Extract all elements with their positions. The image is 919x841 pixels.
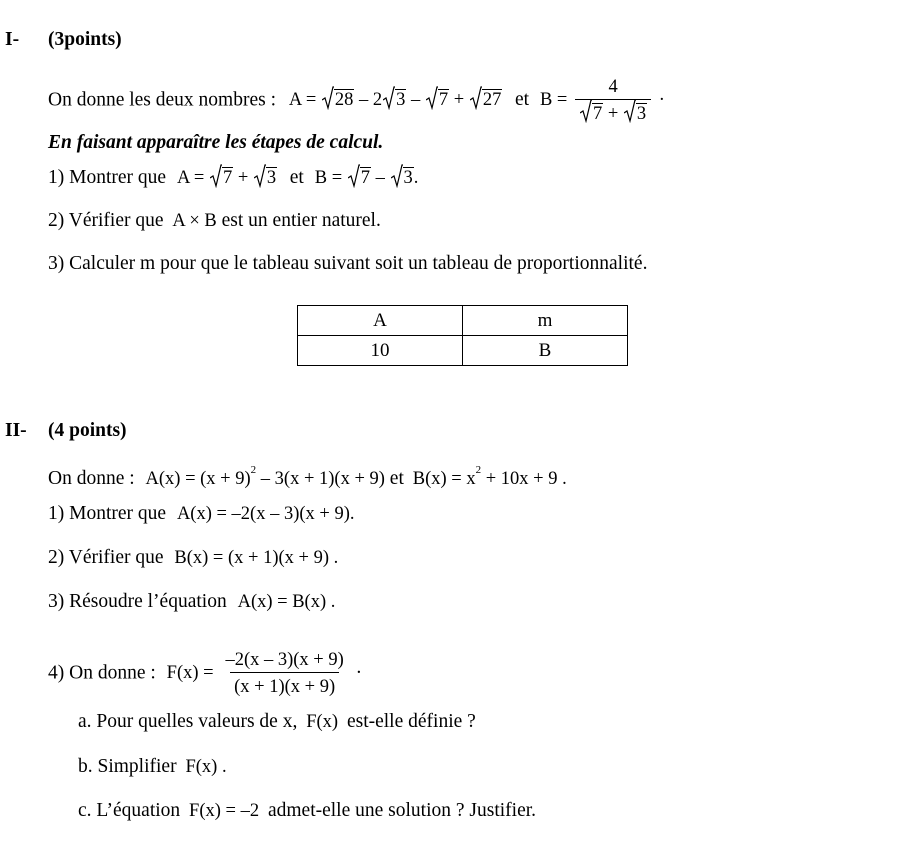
section-1-number: I- <box>5 29 20 50</box>
sqrt-7 <box>426 88 449 112</box>
math-expr: F(x) . <box>185 757 227 777</box>
radicand: 3 <box>266 168 277 188</box>
question-text: 3) Résoudre l’équation <box>48 591 227 612</box>
operator: – <box>375 168 385 188</box>
question-text: 4) On donne : <box>48 662 156 684</box>
operator: + <box>453 90 465 111</box>
exponent: 2 <box>475 464 482 476</box>
math-expr: A(x) = –2(x – 3)(x + 9). <box>176 504 355 524</box>
table-row <box>298 336 628 366</box>
question-1-2 <box>48 209 381 233</box>
math-expr: F(x) = –2 <box>189 801 260 821</box>
expr-A <box>289 90 507 110</box>
math-expr: F(x) <box>306 712 339 732</box>
table-cell: m <box>463 306 628 336</box>
radicand: 7 <box>592 104 603 124</box>
A-label: A = <box>176 168 205 188</box>
end-dot: · <box>355 662 363 684</box>
section-2-points: (4 points) <box>48 420 127 441</box>
question-2-4-b <box>78 755 227 779</box>
sqrt-7 <box>210 166 233 190</box>
math-expr: A(x) = B(x) . <box>237 592 336 612</box>
end-dot: . <box>413 168 419 188</box>
sqrt-7 <box>580 101 603 127</box>
question-text: 2) Vérifier que <box>48 210 164 231</box>
expr-B-simplified <box>315 168 419 188</box>
B-label: B = <box>539 90 568 111</box>
F-label: F(x) = <box>166 663 214 684</box>
instruction-text: En faisant apparaître les étapes de calcul. <box>48 132 384 153</box>
question-2-4 <box>48 648 362 700</box>
exponent: 2 <box>250 464 257 476</box>
question-text: 1) Montrer que <box>48 503 167 524</box>
sqrt-7 <box>348 166 371 190</box>
question-1-1 <box>48 166 418 190</box>
math-expr: A × B <box>172 211 217 231</box>
radicand: 7 <box>360 168 371 188</box>
section-2-number: II- <box>5 420 27 441</box>
table-cell: 10 <box>298 336 463 366</box>
B-label: B = <box>314 168 343 188</box>
math-expr: + 10x + 9 . <box>485 469 567 489</box>
question-2-3 <box>48 590 335 614</box>
sqrt-27 <box>470 88 503 112</box>
radicand: 28 <box>334 90 354 111</box>
intro-text: On donne : <box>48 468 135 489</box>
sqrt-3 <box>391 166 414 190</box>
question-text: a. Pour quelles valeurs de x, <box>78 711 298 732</box>
expr-B-x <box>412 464 567 489</box>
question-2-1 <box>48 502 355 526</box>
sqrt-28 <box>322 88 355 112</box>
end-dot: · <box>658 90 665 111</box>
math-expr: A(x) = (x + 9) <box>145 469 251 489</box>
question-text: admet-elle une solution ? Justifier. <box>267 800 537 821</box>
question-1-3: 3) Calculer m pour que le tableau suivant soit un tableau de proportionnalité. <box>48 253 648 274</box>
question-text: est un entier naturel. <box>221 210 381 231</box>
proportionality-table <box>297 305 628 366</box>
section-2-intro-line <box>48 458 567 491</box>
section-1-intro-line <box>48 75 665 127</box>
et-text: et <box>389 468 404 489</box>
A-label: A = <box>288 90 317 111</box>
question-text: b. Simplifier <box>78 756 177 777</box>
intro-text: On donne les deux nombres : <box>48 89 277 111</box>
fraction-F <box>221 648 347 700</box>
sqrt-3 <box>624 101 647 127</box>
math-expr: B(x) = x <box>412 469 476 489</box>
sqrt-3 <box>383 88 406 112</box>
question-text: 1) Montrer que <box>48 167 167 188</box>
expr-A-simplified <box>177 168 282 188</box>
et-text: et <box>514 89 530 111</box>
question-text: est-elle définie ? <box>346 711 476 732</box>
radicand: 27 <box>482 90 502 111</box>
radicand: 3 <box>636 104 647 124</box>
radicand: 7 <box>222 168 233 188</box>
radicand: 7 <box>438 90 449 111</box>
numerator: –2(x – 3)(x + 9) <box>225 650 344 670</box>
question-2-2 <box>48 546 338 570</box>
operator: + <box>607 104 619 124</box>
radicand: 3 <box>396 90 406 111</box>
numerator: 4 <box>608 77 618 97</box>
table-row <box>298 306 628 336</box>
question-2-4-a <box>78 710 476 734</box>
fraction-B <box>575 75 651 127</box>
term: – 2 <box>359 90 383 111</box>
sqrt-3 <box>254 166 277 190</box>
operator: + <box>237 168 249 188</box>
question-text: c. L’équation <box>78 800 181 821</box>
table-cell: B <box>463 336 628 366</box>
radicand: 3 <box>403 168 413 188</box>
math-expr: B(x) = (x + 1)(x + 9) . <box>174 548 339 568</box>
denominator <box>575 99 651 127</box>
section-1-points: (3points) <box>48 29 122 50</box>
question-2-4-c <box>78 799 536 823</box>
expr-B <box>539 77 665 124</box>
denominator: (x + 1)(x + 9) <box>230 672 339 700</box>
et-text: et <box>289 167 304 188</box>
expr-A-x <box>145 464 385 489</box>
operator: – <box>411 90 421 111</box>
question-text: 2) Vérifier que <box>48 547 164 568</box>
math-expr: – 3(x + 1)(x + 9) <box>260 469 385 489</box>
table-cell: A <box>298 306 463 336</box>
